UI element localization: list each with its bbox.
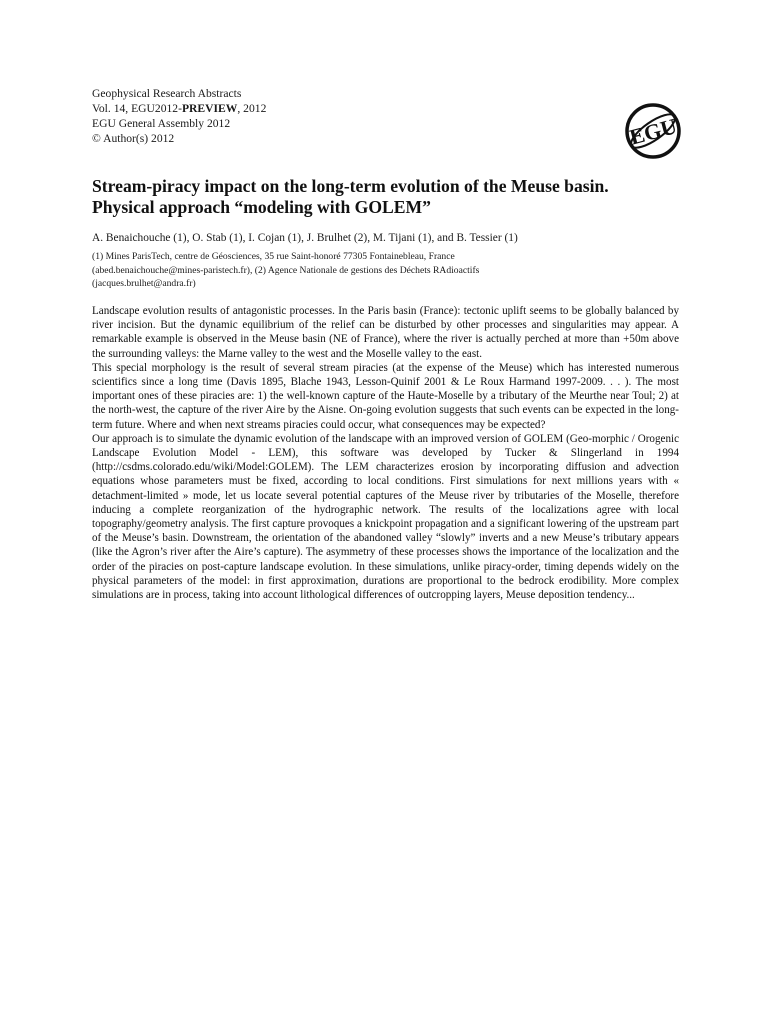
- affiliations: [92, 250, 692, 291]
- volume-preview: PREVIEW: [181, 102, 238, 115]
- affiliation-line-3: (jacques.brulhet@andra.fr): [92, 278, 196, 289]
- copyright-line: © Author(s) 2012: [92, 132, 175, 145]
- volume-suffix: , 2012: [237, 102, 267, 115]
- abstract-paragraph-3: Our approach is to simulate the dynamic evolution of the landscape with an improved version of GOLEM (Geo-morphic / Orogenic Landscape Evolution Model - LEM), this software was developed by Tucker & Slingerland in 1994 (http://csdms.colorado.edu/wiki/Model:GOLEM). The LEM characterizes erosion by incorporating diffusion and advection equations whose parameters must be fixed, according to local conditions. First simulations for next millions years with « detachment-limited » mode, let us locate several potential captures of the Meuse river by tributaries of the Moselle, therefore inducing a complete reorganization of the hydrographic network. The results of the localizations agree with local topography/geometry analysis. The first capture provoques a knickpoint propagation and a significant lowering of the upstream part of the Meuse’s basin. Downstream, the orientation of the abandoned valley “slowly” inverts and a new Meuse’s tributary appears (like the Agron’s river after the Aire’s capture). The asymmetry of these processes shows the importance of the localization and the order of the piracies on post-capture landscape evolution. In these simulations, unlike piracy-order, timing depends widely on the physical parameters of the model: in first approximation, durations are proportional to the bedrock erodibility. More complex simulations are in process, taking into account lithological differences of outcropping layers, Meuse deposition tendency...: [92, 432, 679, 602]
- affiliation-line-1: (1) Mines ParisTech, centre de Géosciences, 35 rue Saint-honoré 77305 Fontainebleau, France: [92, 251, 455, 262]
- author-list: A. Benaichouche (1), O. Stab (1), I. Cojan (1), J. Brulhet (2), M. Tijani (1), and B. Tessier (1): [92, 232, 518, 244]
- volume-prefix: Vol. 14, EGU2012-: [92, 102, 182, 115]
- abstract-paragraph-2: This special morphology is the result of several stream piracies (at the expense of the Meuse) which has interested numerous scientifics since a long time (Davis 1895, Blache 1943, Lesson-Quinif 2001 & Le Roux Harmand 1997-2009. . . ). The most important ones of these piracies are: 1) the well-known capture of the Haute-Moselle by a tributary of the Meurthe near Toul; 2) at the north-west, the capture of the river Aire by the Aisne. On-going evolution suggests that such events can be expected in the long-term future. Where and when next streams piracies could occur, what consequences may be expected?: [92, 361, 679, 431]
- volume-line: [92, 101, 266, 116]
- egu-logo-icon: [618, 96, 688, 166]
- publication-header: [92, 86, 266, 146]
- paper-title: [92, 176, 692, 218]
- abstract-body: [92, 304, 679, 602]
- journal-name: Geophysical Research Abstracts: [92, 87, 242, 100]
- title-line-1: Stream-piracy impact on the long-term evolution of the Meuse basin.: [92, 176, 609, 196]
- assembly-line: EGU General Assembly 2012: [92, 117, 231, 130]
- affiliation-line-2: (abed.benaichouche@mines-paristech.fr), (2) Agence Nationale de gestions des Déchets RAdioactifs: [92, 264, 480, 276]
- abstract-paragraph-1: Landscape evolution results of antagonistic processes. In the Paris basin (France): tectonic uplift seems to be globally balanced by river incision. But the dynamic equilibrium of the relief can be disturbed by other processes and singularities may appear. A remarkable example is observed in the Meuse basin (NE of France), where the river is actually perched at more than +50m above the surrounding valleys: the Marne valley to the west and the Moselle valley to the east.: [92, 305, 679, 360]
- title-line-2: Physical approach “modeling with GOLEM”: [92, 197, 431, 217]
- egu-logo-text: EGU: [626, 113, 680, 150]
